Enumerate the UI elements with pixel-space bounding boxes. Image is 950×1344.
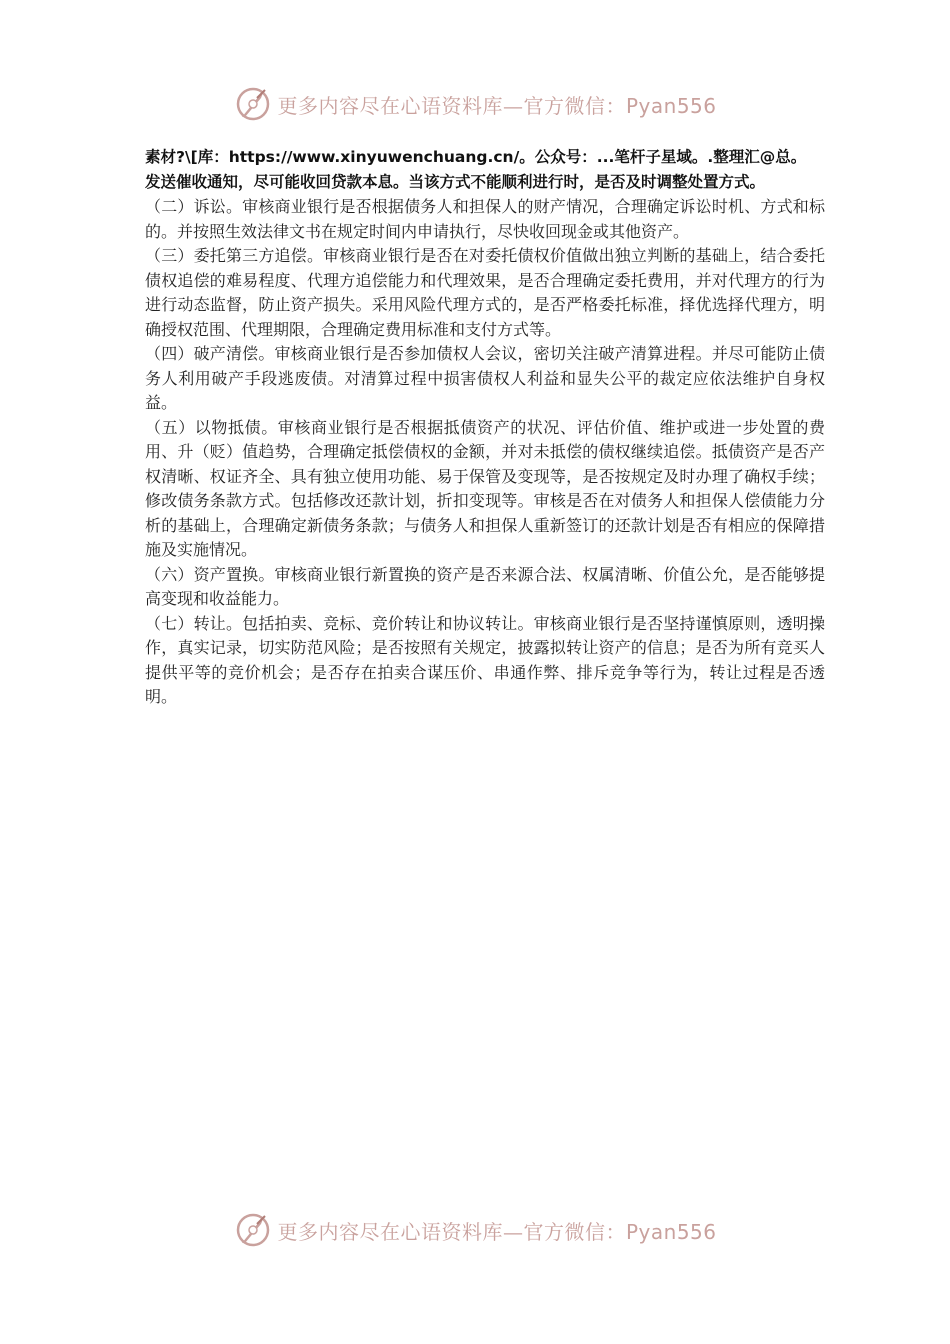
paragraph-litigation: （二）诉讼。审核商业银行是否根据债务人和担保人的财产情况，合理确定诉讼时机、方式和标的。并按照生效法律文书在规定时间内申请执行，尽快收回现金或其他资产。 xyxy=(145,197,825,241)
top-banner-inner xyxy=(233,84,716,124)
header-line-2: 发送催收通知，尽可能收回贷款本息。当该方式不能顺利进行时，是否及时调整处置方式。 xyxy=(145,173,766,191)
banner-wechat-id: Pyan556 xyxy=(625,1219,717,1244)
banner-text: 更多内容尽在心语资料库—官方微信：Pyan556 xyxy=(277,1219,717,1244)
banner-wechat-id: Pyan556 xyxy=(625,93,717,118)
paragraph-asset-swap: （六）资产置换。审核商业银行新置换的资产是否来源合法、权属清晰、价值公允，是否能够提高变现和收益能力。 xyxy=(145,564,825,608)
top-watermark-banner xyxy=(0,82,950,126)
header-line-1: 素材?\[库：https://www.xinyuwenchuang.cn/。公众号：...笔杆子星域。.整理汇@总。 xyxy=(145,148,807,166)
paragraph-third-party: （三）委托第三方追偿。审核商业银行是否在对委托债权价值做出独立判断的基础上，结合委托债权追偿的难易程度、代理方追偿能力和代理效果，是否合理确定委托费用，并对代理方的行为进行动态监督，防止资产损失。采用风险代理方式的，是否严格委托标准，择优选择代理方，明确授权范围、代理期限，合理确定费用标准和支付方式等。 xyxy=(145,246,825,339)
paragraph-asset-debt: （五）以物抵债。审核商业银行是否根据抵债资产的状况、评估价值、维护或进一步处置的费用、升（贬）值趋势，合理确定抵偿债权的金额，并对未抵偿的债权继续追偿。抵债资产是否产权清晰、权证齐全、具有独立使用功能、易于保管及变现等，是否按规定及时办理了确权手续；修改债务条款方式。包括修改还款计划，折扣变现等。审核是否在对债务人和担保人偿债能力分析的基础上，合理确定新债务条款；与债务人和担保人重新签订的还款计划是否有相应的保障措施及实施情况。 xyxy=(145,417,825,559)
bottom-banner-inner xyxy=(233,1210,716,1250)
bottom-watermark-banner xyxy=(0,1208,950,1252)
quill-logo-icon xyxy=(233,1210,273,1250)
banner-text: 更多内容尽在心语资料库—官方微信：Pyan556 xyxy=(277,93,717,118)
document-body xyxy=(145,145,825,710)
paragraph-transfer: （七）转让。包括拍卖、竞标、竞价转让和协议转让。审核商业银行是否坚持谨慎原则，透明操作，真实记录，切实防范风险；是否按照有关规定，披露拟转让资产的信息；是否为所有竞买人提供平等的竞价机会；是否存在拍卖合谋压价、串通作弊、排斥竞争等行为，转让过程是否透明。 xyxy=(145,613,825,706)
quill-logo-icon xyxy=(233,84,273,124)
paragraph-bankruptcy: （四）破产清偿。审核商业银行是否参加债权人会议，密切关注破产清算进程。并尽可能防止债务人利用破产手段逃废债。对清算过程中损害债权人利益和显失公平的裁定应依法维护自身权益。 xyxy=(145,344,825,412)
